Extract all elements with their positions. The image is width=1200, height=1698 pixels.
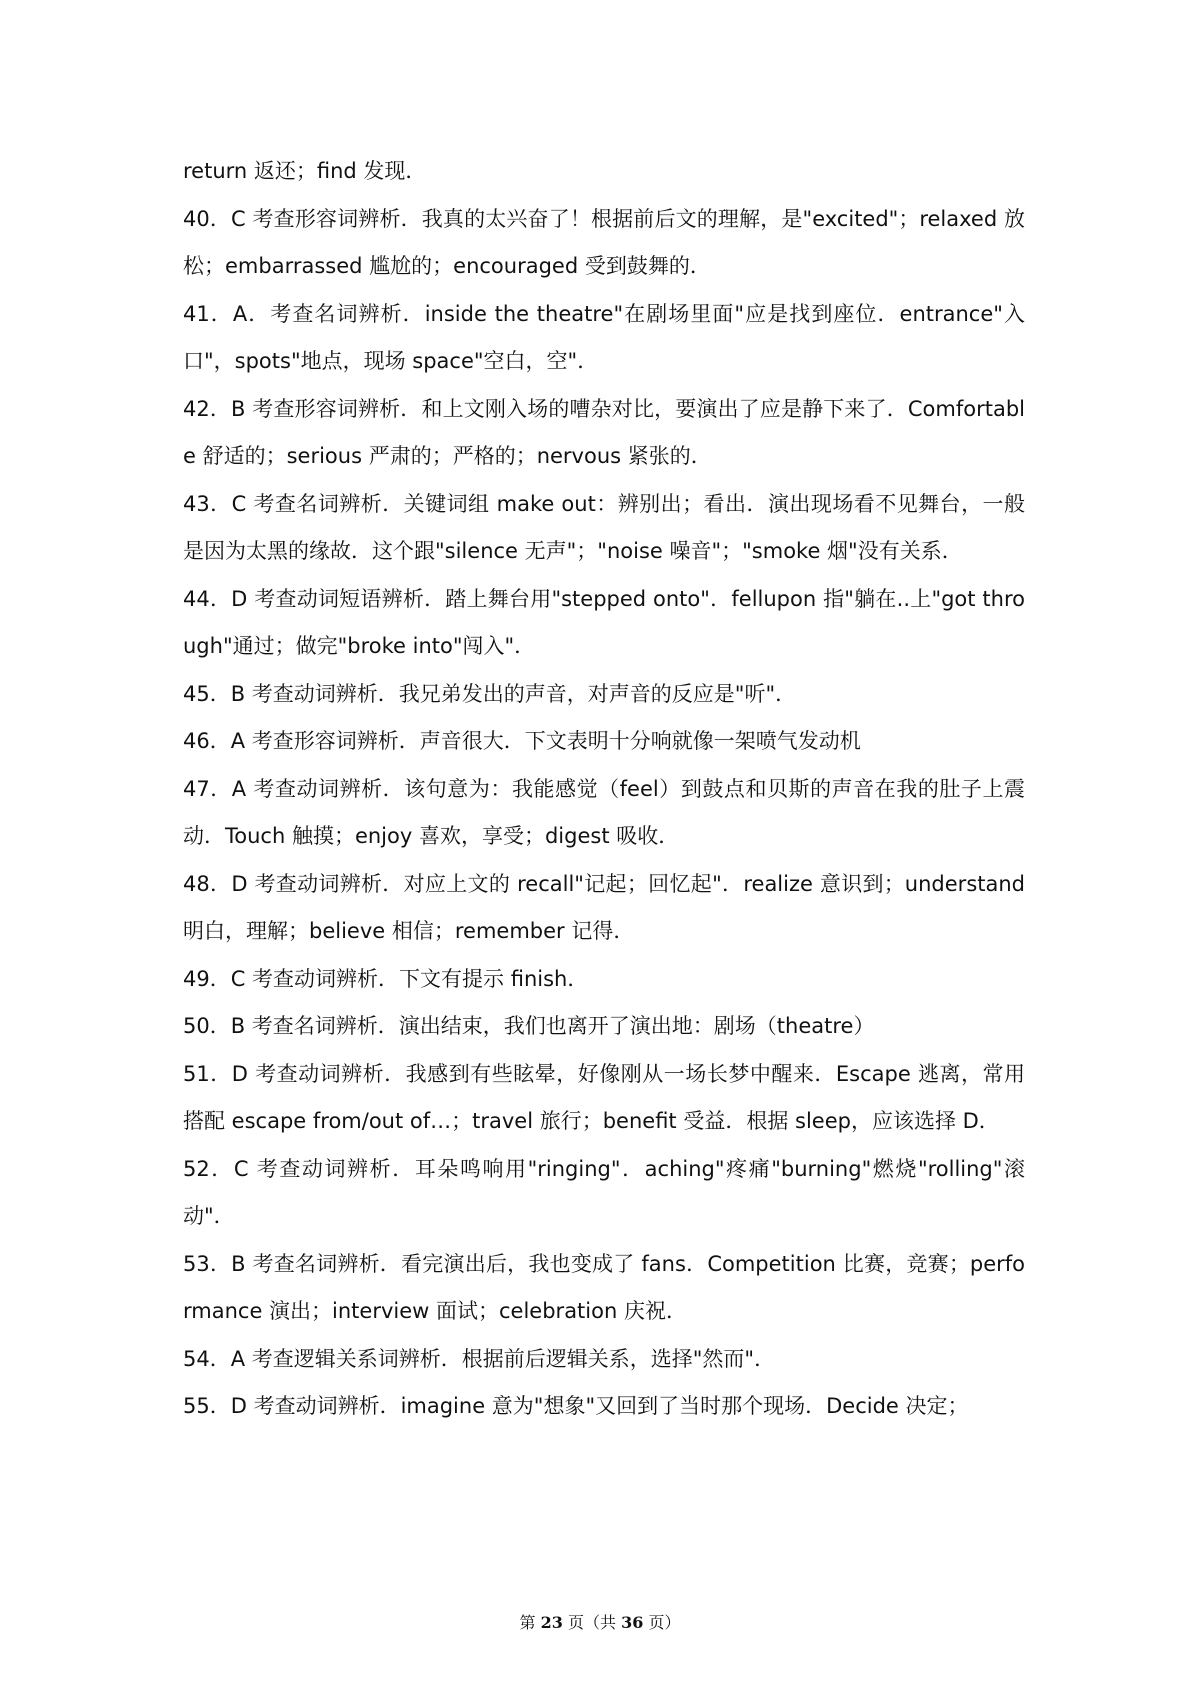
answer-55: 55．D 考查动词辨析．imagine 意为"想象"又回到了当时那个现场．Decide 决定； bbox=[183, 1394, 969, 1418]
answer-40: 40．C 考查形容词辨析．我真的太兴奋了！根据前后文的理解，是"excited"；relaxed 放松；embarrassed 尴尬的；encouraged 受到鼓舞的． bbox=[183, 206, 1025, 278]
answer-51: 51．D 考查动词辨析．我感到有些眩晕，好像刚从一场长梦中醒来．Escape 逃离，常用搭配 escape from/out of…；travel 旅行；benefit 受益．根据 sleep，应该选择 D． bbox=[183, 1061, 1025, 1133]
answer-46: 46．A 考查形容词辨析．声音很大．下文表明十分响就像一架喷气发动机 bbox=[183, 729, 861, 753]
footer-page-number: 23 bbox=[540, 1613, 563, 1632]
answer-52: 52．C 考查动词辨析．耳朵鸣响用"ringing"．aching"疼痛"burning"燃烧"rolling"滚动"． bbox=[183, 1156, 1025, 1228]
page-footer bbox=[0, 1610, 1200, 1633]
answer-41: 41．A．考查名词辨析．inside the theatre"在剧场里面"应是找到座位．entrance"入口"，spots"地点，现场 space"空白，空"． bbox=[183, 301, 1025, 373]
answer-53: 53．B 考查名词辨析．看完演出后，我也变成了 fans．Competition 比赛，竞赛；performance 演出；interview 面试；celebration 庆祝． bbox=[183, 1251, 1025, 1323]
answer-47: 47．A 考查动词辨析．该句意为：我能感觉（feel）到鼓点和贝斯的声音在我的肚子上震动．Touch 触摸；enjoy 喜欢，享受；digest 吸收． bbox=[183, 776, 1025, 848]
answer-49: 49．C 考查动词辨析．下文有提示 finish． bbox=[183, 966, 589, 991]
answer-explanations bbox=[183, 148, 1025, 1431]
answer-50: 50．B 考查名词辨析．演出结束，我们也离开了演出地：剧场（theatre） bbox=[183, 1014, 875, 1038]
footer-total-pages: 36 bbox=[621, 1613, 644, 1632]
paragraph-return-find: return 返还；find 发现． bbox=[183, 159, 427, 183]
answer-42: 42．B 考查形容词辨析．和上文刚入场的嘈杂对比，要演出了应是静下来了．Comfortable 舒适的；serious 严肃的；严格的；nervous 紧张的． bbox=[183, 396, 1025, 468]
footer-prefix: 第 bbox=[519, 1613, 536, 1632]
footer-suffix: 页） bbox=[648, 1613, 681, 1632]
answer-43: 43．C 考查名词辨析．关键词组 make out：辨别出；看出．演出现场看不见舞台，一般是因为太黑的缘故．这个跟"silence 无声"；"noise 噪音"；"smoke 烟"没有关系． bbox=[183, 491, 1025, 563]
footer-middle: 页（共 bbox=[567, 1613, 616, 1632]
answer-54: 54．A 考查逻辑关系词辨析．根据前后逻辑关系，选择"然而"． bbox=[183, 1346, 776, 1371]
answer-48: 48．D 考查动词辨析．对应上文的 recall"记起；回忆起"．realize 意识到；understand 明白，理解；believe 相信；remember 记得． bbox=[183, 871, 1025, 943]
answer-44: 44．D 考查动词短语辨析．踏上舞台用"stepped onto"．fellupon 指"躺在..上"got through"通过；做完"broke into"闯入"． bbox=[183, 586, 1025, 658]
answer-45: 45．B 考查动词辨析．我兄弟发出的声音，对声音的反应是"听"． bbox=[183, 681, 797, 706]
